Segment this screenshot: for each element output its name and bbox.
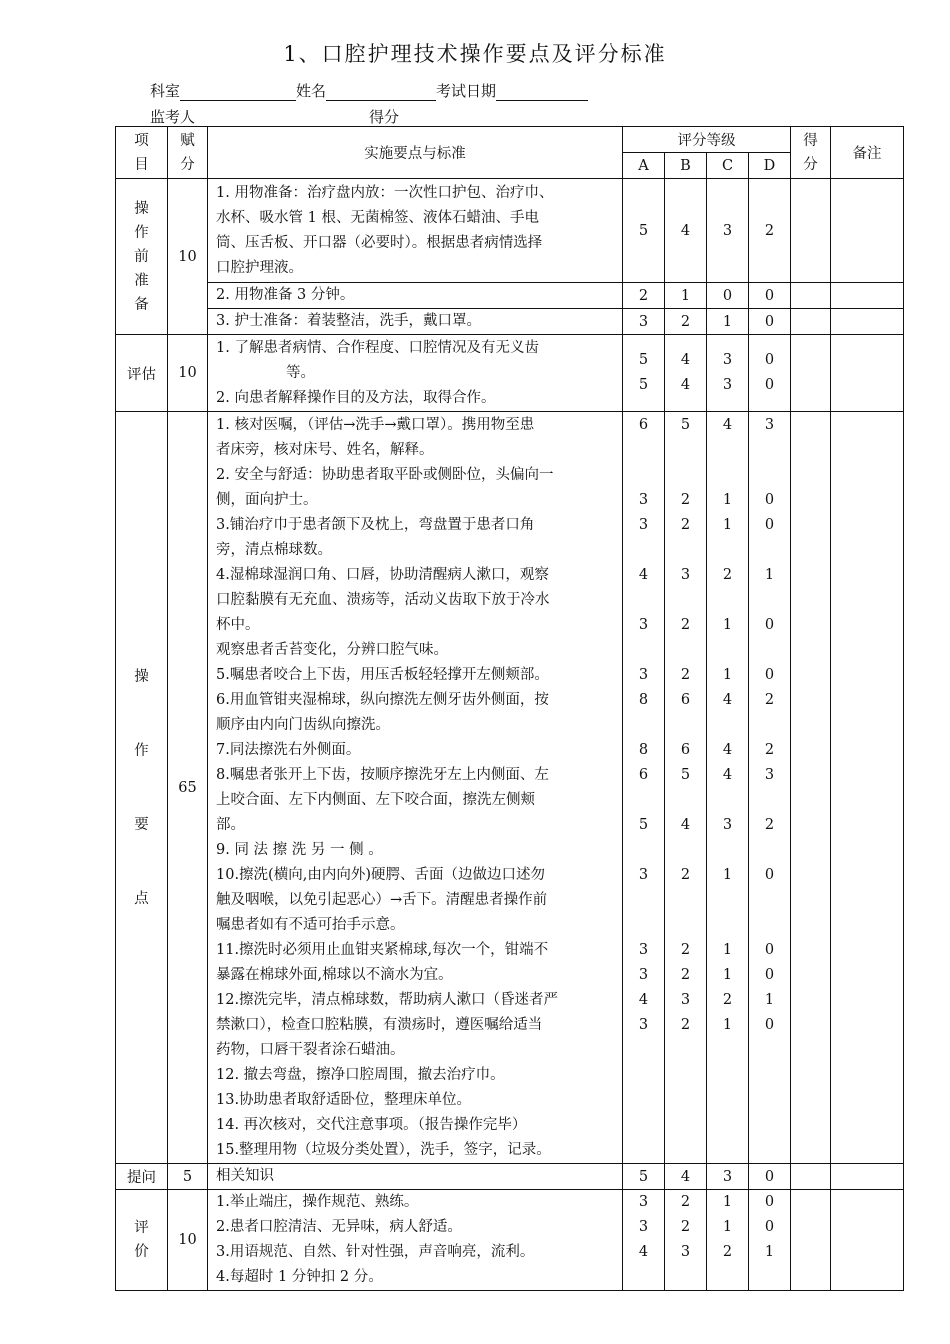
section-preparation-row-1: [116, 179, 904, 283]
form-row-2: [150, 106, 609, 127]
score-c: 3: [707, 1164, 749, 1190]
remarks-input[interactable]: [831, 412, 904, 1164]
score-c-column: 4 1 1 2 1 1 4 4 4 3 1 1 1 2 1: [707, 412, 749, 1164]
score-input[interactable]: [791, 283, 831, 309]
grade-b: B: [665, 153, 707, 179]
score-d: 0: [749, 309, 791, 335]
header-points: 赋 分: [168, 127, 208, 179]
score-d: 0 0: [749, 335, 791, 412]
score-d-column: 0 0 1: [749, 1190, 791, 1291]
section-name: 评 价: [116, 1190, 168, 1291]
section-preparation-row-2: [116, 283, 904, 309]
header-row: [116, 127, 904, 153]
form-row-1: [150, 80, 588, 101]
score-c: 0: [707, 283, 749, 309]
total-score-field[interactable]: [399, 111, 609, 127]
score-input[interactable]: [791, 309, 831, 335]
remarks-input[interactable]: [831, 309, 904, 335]
score-a: 5: [623, 179, 665, 283]
score-c: 3 3: [707, 335, 749, 412]
standard-cell: 1.举止端庄，操作规范、熟练。 2.患者口腔清洁、无异味，病人舒适。 3.用语规范、自然、针对性强，声音响亮，流利。 4.每超时 1 分钟扣 2 分。: [208, 1190, 623, 1291]
section-name: 操 作 前 准 备: [116, 179, 168, 335]
section-points: 5: [168, 1164, 208, 1190]
section-assessment: [116, 335, 904, 412]
score-input[interactable]: [791, 1164, 831, 1190]
header-grade-level: 评分等级: [623, 127, 791, 153]
grade-d: D: [749, 153, 791, 179]
name-label: 姓名: [296, 82, 327, 100]
header-remarks: 备注: [831, 127, 904, 179]
score-b: 2: [665, 309, 707, 335]
examiner-label: 监考人: [150, 108, 196, 126]
score-c-column: 1 1 2: [707, 1190, 749, 1291]
remarks-input[interactable]: [831, 1190, 904, 1291]
date-field[interactable]: [496, 85, 588, 101]
remarks-input[interactable]: [831, 335, 904, 412]
section-points: 10: [168, 1190, 208, 1291]
section-points: 65: [168, 412, 208, 1164]
section-evaluation: [116, 1190, 904, 1291]
standard-cell: 2. 用物准备 3 分钟。: [208, 283, 623, 309]
header-item: 项 目: [116, 127, 168, 179]
score-b: 4: [665, 1164, 707, 1190]
remarks-input[interactable]: [831, 179, 904, 283]
dept-field[interactable]: [180, 85, 296, 101]
score-d: 2: [749, 179, 791, 283]
section-preparation-row-3: [116, 309, 904, 335]
examiner-field[interactable]: [195, 111, 369, 127]
score-input[interactable]: [791, 335, 831, 412]
section-operation: [116, 412, 904, 1164]
score-c: 3: [707, 179, 749, 283]
score-b: 4 4: [665, 335, 707, 412]
score-input[interactable]: [791, 412, 831, 1164]
score-b: 1: [665, 283, 707, 309]
standard-cell: 1. 了解患者病情、合作程度、口腔情况及有无义齿 等。 2. 向患者解释操作目的及方法，取得合作。: [208, 335, 623, 412]
standard-cell: 3. 护士准备：着装整洁，洗手，戴口罩。: [208, 309, 623, 335]
score-d: 0: [749, 1164, 791, 1190]
page-title: 1、口腔护理技术操作要点及评分标准: [283, 42, 667, 66]
score-d: 0: [749, 283, 791, 309]
score-b-column: 5 2 2 3 2 2 6 6 5 4 2 2 2 3 2: [665, 412, 707, 1164]
score-a-column: 6 3 3 4 3 3 8 8 6 5 3 3 3 4 3: [623, 412, 665, 1164]
section-points: 10: [168, 335, 208, 412]
header-standard: 实施要点与标准: [208, 127, 623, 179]
section-name: 提问: [116, 1164, 168, 1190]
score-a: 2: [623, 283, 665, 309]
dept-label: 科室: [150, 82, 181, 100]
scoring-table: [115, 126, 904, 1291]
score-b: 4: [665, 179, 707, 283]
score-a: 5: [623, 1164, 665, 1190]
standard-cell: 1. 核对医嘱，（评估→洗手→戴口罩）。携用物至患 者床旁，核对床号、姓名，解释。 2. 安全与舒适：协助患者取平卧或侧卧位，头偏向一 侧，面向护士。 3.铺治疗巾于患者颌下及枕上，弯盘置于患者口角 旁，清点棉球数。 4.湿棉球湿润口角、口唇，协助清醒病人漱口，观察 口腔黏膜有无充血、溃疡等，活动义齿取下放于冷水 杯中。 观察患者舌苔变化，分辨口腔气味。 5.嘱患者咬合上下齿，用压舌板轻轻撑开左侧颊部。 6.用血管钳夹湿棉球，纵向擦洗左侧牙齿外侧面，按 顺序由内向门齿纵向擦洗。 7.同法擦洗右外侧面。 8.嘱患者张开上下齿，按顺序擦洗牙左上内侧面、左 上咬合面、左下内侧面、左下咬合面，擦洗左侧颊 部。 9. 同 法 擦 洗 另 一 侧 。 10.擦洗(横向,由内向外)硬腭、舌面（边做边口述勿 触及咽喉，以免引起恶心）→舌下。清醒患者操作前 嘱患者如有不适可抬手示意。 11.擦洗时必须用止血钳夹紧棉球,每次一个，钳端不 暴露在棉球外面,棉球以不滴水为宜。 12.擦洗完毕，清点棉球数，帮助病人漱口（昏迷者严 禁漱口），检查口腔粘膜，有溃疡时，遵医嘱给适当 药物，口唇干裂者涂石蜡油。 12. 撤去弯盘，擦净口腔周围，撤去治疗巾。 13.协助患者取舒适卧位，整理床单位。 14. 再次核对，交代注意事项。（报告操作完毕） 15.整理用物（垃圾分类处置），洗手，签字，记录。: [208, 412, 623, 1164]
score-c: 1: [707, 309, 749, 335]
grade-a: A: [623, 153, 665, 179]
header-score: 得 分: [791, 127, 831, 179]
score-input[interactable]: [791, 179, 831, 283]
score-b-column: 2 2 3: [665, 1190, 707, 1291]
remarks-input[interactable]: [831, 1164, 904, 1190]
score-label: 得分: [369, 108, 400, 126]
section-points: 10: [168, 179, 208, 335]
section-name: 评估: [116, 335, 168, 412]
grade-c: C: [707, 153, 749, 179]
standard-cell: 1. 用物准备：治疗盘内放：一次性口护包、治疗巾、 水杯、吸水管 1 根、无菌棉签、液体石蜡油、手电 筒、压舌板、开口器（必要时）。根据患者病情选择 口腔护理液。: [208, 179, 623, 283]
score-a-column: 3 3 4: [623, 1190, 665, 1291]
section-questions: [116, 1164, 904, 1190]
score-input[interactable]: [791, 1190, 831, 1291]
standard-cell: 相关知识: [208, 1164, 623, 1190]
score-a: 3: [623, 309, 665, 335]
section-name: 操 作 要 点: [116, 412, 168, 1164]
date-label: 考试日期: [436, 82, 497, 100]
remarks-input[interactable]: [831, 283, 904, 309]
score-a: 5 5: [623, 335, 665, 412]
name-field[interactable]: [326, 85, 436, 101]
score-d-column: 3 0 0 1 0 0 2 2 3 2 0 0 0 1 0: [749, 412, 791, 1164]
